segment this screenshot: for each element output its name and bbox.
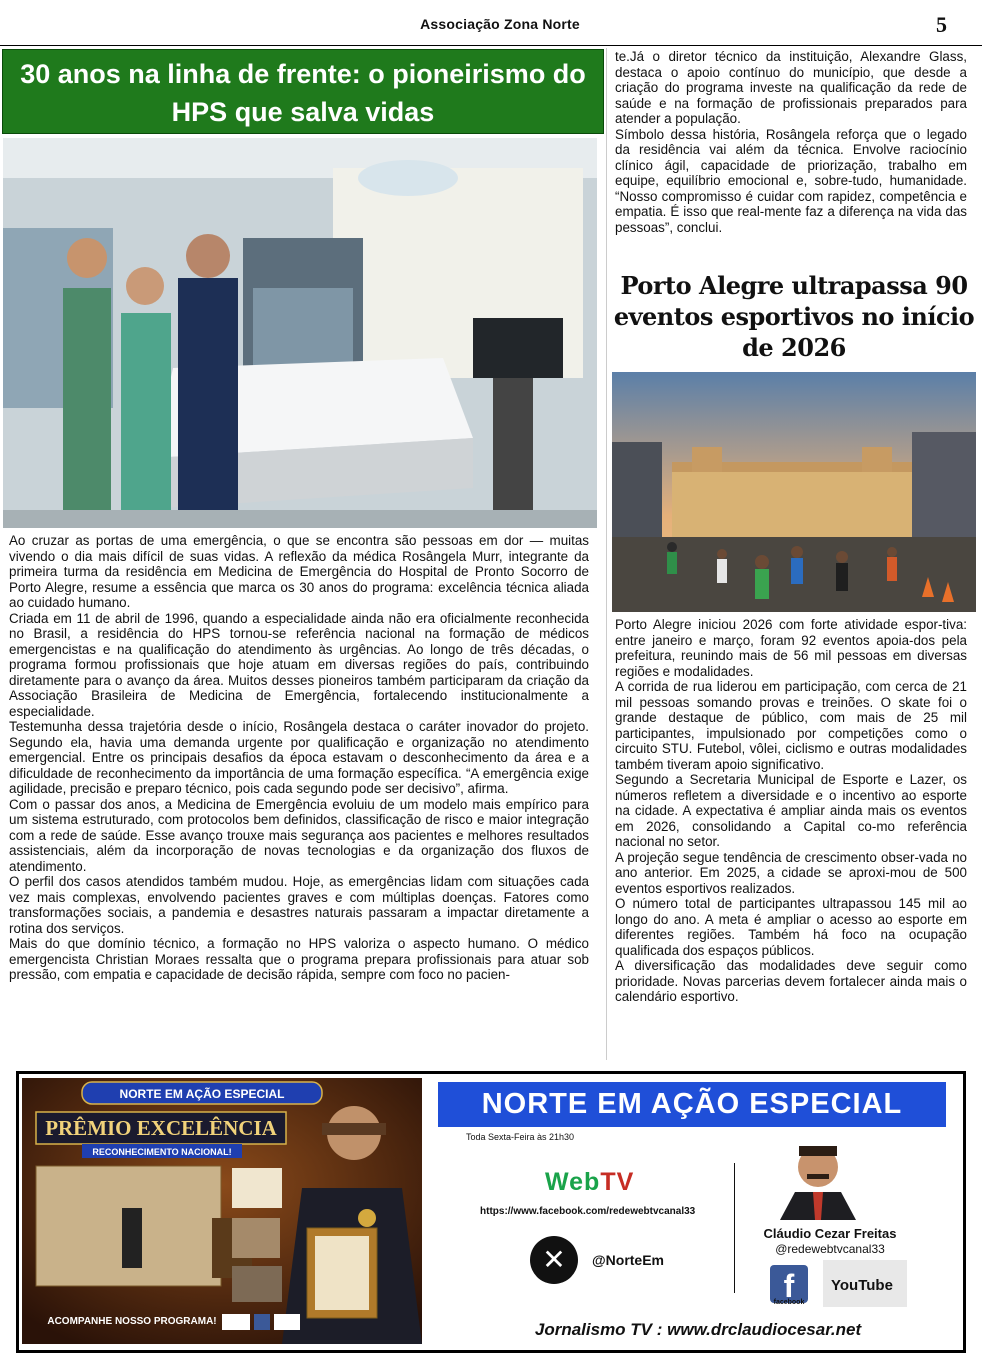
presenter-handle: @redewebtvcanal33	[775, 1242, 885, 1256]
header-rule	[0, 45, 982, 46]
hospital-photo	[3, 138, 597, 528]
presenter-photo	[775, 1132, 861, 1220]
article1-paragraph: te.Já o diretor técnico da instituição, Alexandre Glass, destaca o apoio contínuo do município, que desde a criação do programa investe na qualificação da rede de saúde e na formação de profissionais preparados para atender a população.	[615, 49, 967, 126]
presenter-name: Cláudio Cezar Freitas	[763, 1226, 897, 1241]
youtube-logo-text: YouTube	[831, 1277, 893, 1294]
ad-divider	[734, 1163, 735, 1293]
program-schedule: Toda Sexta-Feira às 21h30	[466, 1132, 575, 1142]
article2-paragraph: A diversificação das modalidades deve seguir como prioridade. Novas parcerias devem fortalecer ainda mais o calendário esportivo.	[615, 958, 967, 1004]
page-number: 5	[936, 12, 947, 37]
program-banner: NORTE EM AÇÃO ESPECIAL	[438, 1082, 946, 1127]
article2-body	[615, 617, 967, 1005]
city-race-photo	[612, 372, 976, 612]
x-logo-icon[interactable]: ✕	[530, 1236, 578, 1284]
webtv-logo-tv: TV	[600, 1168, 635, 1196]
poster-subtitle: RECONHECIMENTO NACIONAL!	[92, 1147, 232, 1157]
article1-paragraph: Símbolo dessa história, Rosângela reforça que o legado da residência vai além da técnica. Envolve raciocínio clínico ágil, capacidade de priorização, trabalho em equipe, equilíbrio emocional e, sobre-tudo, humanidade. “Nosso compromisso é cuidar com rapidez, competência e empatia. É isso que real-mente faz a diferença na vida das pessoas”, conclui.	[615, 126, 967, 235]
poster-follow: ACOMPANHE NOSSO PROGRAMA!	[47, 1316, 217, 1327]
webtv-logo-web: Web	[545, 1168, 601, 1196]
article1-paragraph: Testemunha dessa trajetória desde o início, Rosângela destaca o caráter inovador do projeto. Segundo ela, havia uma demanda urgente por qualificação e organização no atendimento emergencial. Entre os principais desafios da época estavam o desconhecimento da área e a dificuldade de reconhecimento da importância de uma formação específica. “A emergência exige agilidade, precisão e preparo técnico, pois cada segundo pode ser decisivo”, afirma.	[9, 719, 589, 796]
article2-paragraph: Segundo a Secretaria Municipal de Esporte e Lazer, os números refletem a diversidade e o incentivo ao esporte na cidade. A expectativa é ampliar ainda mais os eventos em 2026, consolidando a Capital co-mo referência nacional no setor.	[615, 772, 967, 849]
article2-paragraph: O número total de participantes ultrapassou 145 mil ao longo do ano. A meta é ampliar o acesso ao esporte em diferentes regiões. Também há foco na ocupação qualificada dos espaços públicos.	[615, 896, 967, 958]
page-header-title: Associação Zona Norte	[420, 16, 580, 32]
article1-paragraph: Ao cruzar as portas de uma emergência, o que se encontra são pessoas em dor — muitas vivendo o dia mais difícil de suas vidas. A reflexão da médica Rosângela Murr, integrante da primeira turma da residência em Medicina de Emergência do Hospital de Pronto Socorro de Porto Alegre, resume a essência que marca os 30 anos do programa: excelência técnica aliada ao cuidado humano.	[9, 533, 589, 610]
article1-body	[9, 533, 589, 983]
facebook-label: facebook	[773, 1299, 805, 1306]
facebook-icon[interactable]: f	[770, 1265, 808, 1303]
article1-paragraph: Mais do que domínio técnico, a formação no HPS valoriza o aspecto humano. O médico emergencista Christian Moraes ressalta que o programa prepara profissionais para atuar sob pressão, com empatia e capacidade de decisão rápida, sempre com foco no pacien-	[9, 936, 589, 982]
award-poster	[22, 1078, 422, 1344]
article1-paragraph: Com o passar dos anos, a Medicina de Emergência evoluiu de um modelo mais empírico para um sistema estruturado, com protocolos bem definidos, classificação de risco e maior integração com a rede de saúde. Esse avanço trouxe mais segurança aos pacientes e melhores resultados assistenciais, além da incorporação de novas tecnologias e da organização dos fluxos de atendimento.	[9, 796, 589, 874]
youtube-icon[interactable]	[823, 1260, 907, 1307]
poster-title: PRÊMIO EXCELÊNCIA	[45, 1116, 277, 1140]
article2-paragraph: Porto Alegre iniciou 2026 com forte atividade espor-tiva: entre janeiro e março, foram 92 eventos apoia-dos pela prefeitura, reunindo mais de 56 mil pessoas em diversas regiões e modalidades.	[615, 617, 967, 679]
webtv-logo	[545, 1168, 634, 1197]
article1-paragraph: O perfil dos casos atendidos também mudou. Hoje, as emergências lidam com situações cada vez mais complexas, envolvendo pacientes graves e com múltiplas doenças. Fatores como transformações sociais, a pandemia e desastres naturais passaram a impactar diretamente a rotina dos serviços.	[9, 874, 589, 936]
website-link[interactable]: Jornalismo TV : www.drclaudiocesar.net	[534, 1320, 862, 1339]
article1-paragraph: Criada em 11 de abril de 1996, quando a especialidade ainda não era oficialmente reconhecida no Brasil, a residência do HPS tornou-se referência nacional na formação de médicos emergencistas e na qualificação do atendimento às urgências. Ao longo de três décadas, o programa formou profissionais que hoje atuam em diversas regiões do país, contribuindo diretamente para o avanço da área. Muitos desses pioneiros também participaram da criação da Associação Brasileira de Medicina de Emergência, fortalecendo institucionalmente a especialidade.	[9, 610, 589, 719]
article2-paragraph: A corrida de rua liderou em participação, com cerca de 21 mil pessoas somando provas e treinões. O skate foi o grande destaque de público, com mais de 25 mil participantes, impulsionado por competições como o circuito STU. Futebol, vôlei, ciclismo e outras modalidades também tiveram apoio significativo.	[615, 679, 967, 772]
column-divider	[606, 48, 607, 1060]
article1-headline: 30 anos na linha de frente: o pioneirismo do HPS que salva vidas	[2, 49, 604, 134]
article2-paragraph: A projeção segue tendência de crescimento obser-vada no ano anterior. Em 2025, a cidade se aproxi-mou de 500 eventos esportivos realizados.	[615, 849, 967, 896]
article1-continuation	[615, 49, 967, 235]
article2-headline: Porto Alegre ultrapassa 90 eventos esportivos no início de 2026	[613, 271, 975, 362]
poster-top-text: NORTE EM AÇÃO ESPECIAL	[119, 1087, 285, 1101]
x-handle[interactable]: @NorteEm	[592, 1252, 664, 1268]
facebook-url[interactable]: https://www.facebook.com/redewebtvcanal33	[480, 1206, 696, 1217]
